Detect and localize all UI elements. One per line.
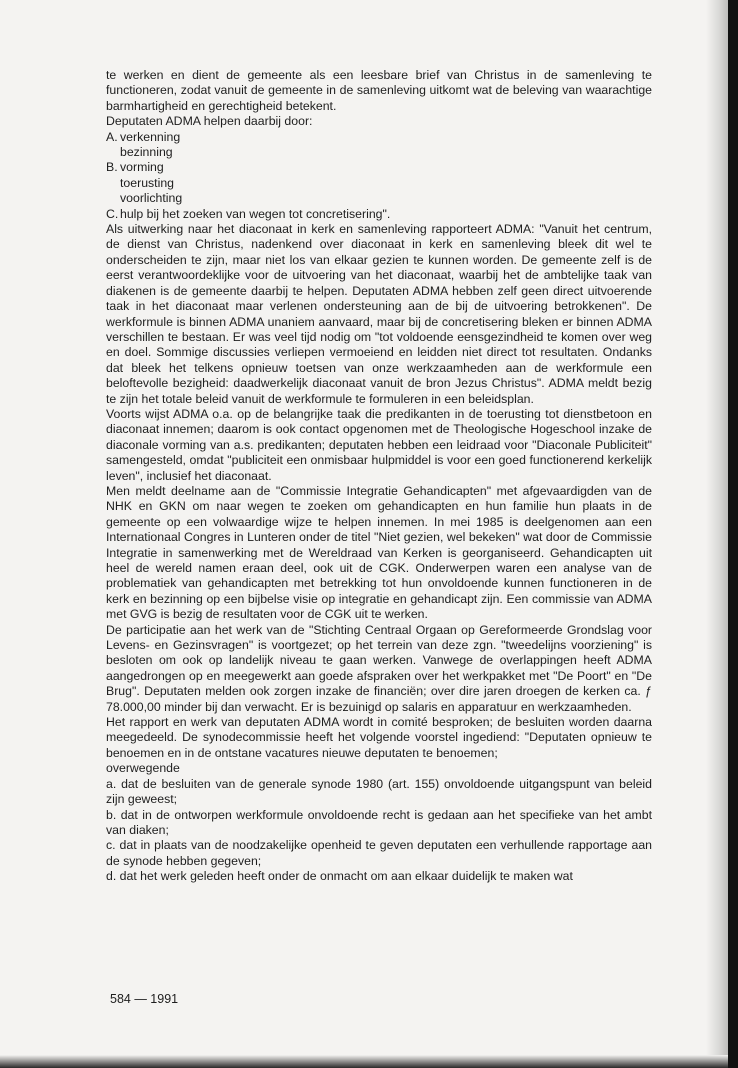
list-item-c — [106, 207, 652, 222]
list-text: verkenning — [120, 129, 181, 144]
list-letter: C. — [106, 206, 119, 221]
intro-lead: Deputaten ADMA helpen daarbij door: — [106, 114, 313, 129]
list-item-b — [106, 160, 652, 175]
list-text: vorming — [120, 160, 164, 175]
list-subitem: toerusting — [120, 175, 175, 190]
list-letter: A. — [106, 129, 118, 144]
intro-paragraph: te werken en dient de gemeente als een leesbare brief van Christus in de samenleving te functioneren, zodat vanuit de gemeente in de samenleving uitkomt wat de beleving van waarachtige barmhartigheid en gerechtigheid betekent. — [106, 68, 652, 113]
body-paragraph: Het rapport en werk van deputaten ADMA wordt in comité besproken; de besluiten worden daarna meegedeeld. De synodecommissie heeft het volgende voorstel ingediend: "Deputaten opnieuw te benoemen en in de ontstane vacatures nieuwe deputaten te benoemen; — [106, 715, 652, 760]
page-number: 584 — 1991 — [110, 992, 179, 1006]
consideration-b: b. dat in de ontworpen werkformule onvoldoende recht is gedaan aan het specifieke van het ambt van diaken; — [106, 807, 652, 837]
body-paragraph: Als uitwerking naar het diaconaat in kerk en samenleving rapporteert ADMA: "Vanuit het centrum, de dienst van Christus, nadenkend over diaconaat in kerk en samenleving bleek dit wel te onderscheiden te zijn, maar niet los van elkaar gezien te kunnen worden. De gemeente zelf is de eerst verantwoordeklijke voor de uitvoering van het diaconaat, waarbij het de ambtelijke taak van diakenen is de gemeente daarbij te helpen. Deputaten ADMA hebben zelf geen direct uitvoerende taak in het diaconaat maar verlenen ondersteuning aan de bij de uitvoering betrokkenen". De werkformule is binnen ADMA unaniem aanvaard, maar bij de concretisering bleken er binnen ADMA verschillen te bestaan. Er was veel tijd nodig om "tot voldoende eensgezindheid te komen over weg en doel. Sommige discussies verliepen vermoeiend en leidden niet direct tot resultaten. Ondanks dat bleek het telkens opnieuw toetsen van onze werkzaamheden aan de werkformule een beloftevolle bezigheid: daadwerkelijk diaconaat vanuit de bron Jezus Christus". ADMA meldt bezig te zijn het totale beleid vanuit de werkformule te formuleren in een beleidsplan. — [106, 222, 652, 406]
consideration-c: c. dat in plaats van de noodzakelijke openheid te geven deputaten een verhullende rapportage aan de synode hebben gegeven; — [106, 838, 652, 868]
body-paragraph: De participatie aan het werk van de "Stichting Centraal Orgaan op Gereformeerde Grondslag voor Levens- en Gezinsvragen" is voortgezet; op het terrein van deze zgn. "tweedelijns voorziening" is besloten om ook op landelijk niveau te gaan werken. Vanwege de overlappingen heeft ADMA aangedrongen op en meegewerkt aan goede afspraken over het werkpakket met "De Poort" en "De Brug". Deputaten melden ook zorgen inzake de financiën; over dire jaren droegen de kerken ca. ƒ 78.000,00 minder bij dan verwacht. Er is bezuinigd op salaris en apparatuur en werkzaamheden. — [106, 622, 652, 714]
list-item-a — [106, 130, 652, 145]
body-line: overwegende — [106, 761, 180, 776]
page-spine-shadow — [706, 0, 728, 1062]
body-paragraph: Men meldt deelname aan de "Commissie Integratie Gehandicapten" met afgevaardigden van de NHK en GKN om naar wegen te zoeken om gehandicapten en hun familie hun plaats in de gemeente op een volwaardige wijze te helpen innemen. In mei 1985 is deelgenomen aan een Internationaal Congres in Lunteren onder de titel "Niet gezien, wel bekeken" wat door de Commissie Integratie in samenwerking met de Wereldraad van Kerken is georganiseerd. Gehandicapten uit heel de wereld namen eraan deel, ook uit de CGK. Onderwerpen waren een analyse van de problematiek van gehandicapten met betrekking tot hun onvoldoende kunnen functioneren in de kerk en bezinning op een bijbelse visie op integratie en gehandicapt zijn. Een commissie van ADMA met GVG is bezig de resultaten voor de CGK uit te werken. — [106, 483, 652, 622]
body-paragraph: Voorts wijst ADMA o.a. op de belangrijke taak die predikanten in de toerusting tot dienstbetoon en diaconaat innemen; daarom is ook contact opgenomen met de Theologische Hogeschool inzake de diaconale vorming van a.s. predikanten; deputaten hebben een leidraad voor "Diaconale Publiciteit" samengesteld, omdat "publiciteit een onmisbaar hulpmiddel is voor een goed functionerend kerkelijk leven", inclusief het diaconaat. — [106, 406, 652, 483]
consideration-a: a. dat de besluiten van de generale synode 1980 (art. 155) onvoldoende uitgangspunt van beleid zijn geweest; — [106, 776, 652, 807]
list-subitem: bezinning — [120, 145, 173, 160]
list-text: hulp bij het zoeken van wegen tot concretisering". — [120, 206, 391, 221]
consideration-d: d. dat het werk geleden heeft onder de onmacht om aan elkaar duidelijk te maken wat — [106, 869, 573, 884]
list-subitem: voorlichting — [120, 191, 183, 206]
page-bottom-shadow — [0, 1055, 728, 1068]
list-letter: B. — [106, 160, 118, 175]
main-text — [106, 68, 652, 885]
